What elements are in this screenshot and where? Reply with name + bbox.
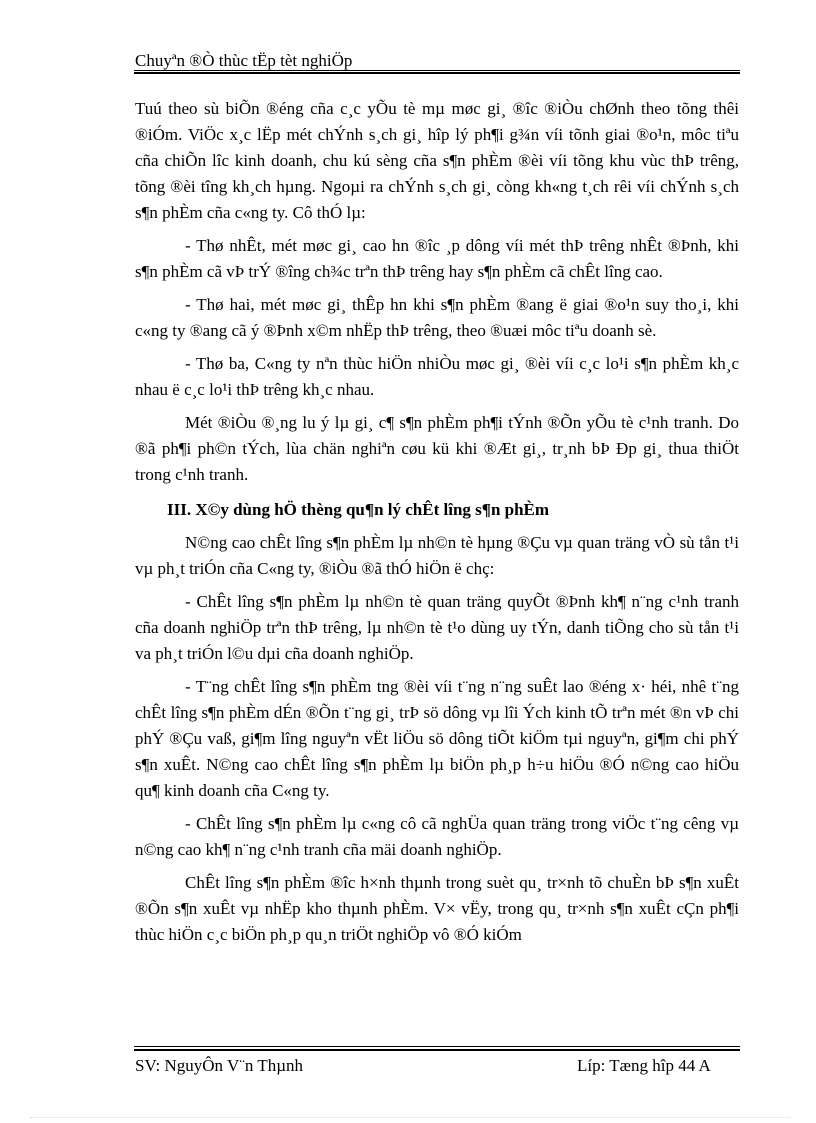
footer-student-name: SV: NguyÔn V¨n Thµnh — [135, 1056, 303, 1075]
page-edge-line — [30, 1117, 790, 1118]
paragraph: Tuú theo sù biÕn ®éng cña c¸c yÕu tè mµ møc gi¸ ®îc ®iÒu chØnh theo tõng thêi ®iÓm. ViÖc x¸c lËp mét chÝnh s¸ch gi¸ hîp lý ph¶i g¾n víi tõnh giai ®o¹n, môc tiªu cña chiÕn lîc kinh doanh, chu kú sèng cña s¶n phÈm ®èi víi tõng khu vùc thÞ trêng, tõng ®èi tîng kh¸ch hµng. Ngoµi ra chÝnh s¸ch gi¸ còng kh«ng t¸ch rêi víi chÝnh s¸ch s¶n phÈm cña c«ng ty. Cô thÓ lµ: — [135, 99, 739, 222]
paragraph: - ChÊt lîng s¶n phÈm lµ c«ng cô cã nghÜa quan träng trong viÖc t¨ng cêng vµ n©ng cao kh¶ n¨ng c¹nh tranh cña mäi doanh nghiÖp. — [135, 814, 739, 859]
document-body — [135, 96, 739, 948]
paragraph: - T¨ng chÊt lîng s¶n phÈm tng ®èi víi t¨ng n¨ng suÊt lao ®éng x· héi, nhê t¨ng chÊt lîng s¶n phÈm dÉn ®Õn t¨ng gi¸ trÞ sö dông vµ lîi Ých kinh tÕ trªn mét ®n vÞ chi phÝ ®Çu vaß, gi¶m lîng nguyªn vËt liÖu sö dông tiÕt kiÖm tµi nguyªn, gi¶m chi phÝ s¶n xuÊt. N©ng cao chÊt lîng s¶n phÈm lµ biÖn ph¸p h÷u hiÖu ®Ó n©ng cao hiÖu qu¶ kinh doanh cña C«ng ty. — [135, 677, 739, 800]
paragraph: - Thø nhÊt, mét møc gi¸ cao hn ®îc ¸p dông víi mét thÞ trêng nhÊt ®Þnh, khi s¶n phÈm cã vÞ trÝ ®îng ch¾c trªn thÞ trêng hay s¶n phÈm cã chÊt lîng cao. — [135, 236, 739, 281]
paragraph: ChÊt lîng s¶n phÈm ®îc h×nh thµnh trong suèt qu¸ tr×nh tõ chuÈn bÞ s¶n xuÊt ®Õn s¶n xuÊt vµ nhËp kho thµnh phÈm. V× vËy, trong qu¸ tr×nh s¶n xuÊt cÇn ph¶i thùc hiÖn c¸c biÖn ph¸p qu¸n triÖt nghiÖp vô ®Ó kiÓm — [135, 873, 739, 944]
header-divider-thick — [134, 72, 740, 74]
footer-divider — [134, 1046, 740, 1047]
paragraph: Mét ®iÒu ®¸ng lu ý lµ gi¸ c¶ s¶n phÈm ph¶i tÝnh ®Õn yÕu tè c¹nh tranh. Do ®ã ph¶i ph©n tÝch, lùa chän nghiªn cøu kü khi ®Æt gi¸, tr¸nh bÞ Ðp gi¸ thua thiÖt trong c¹nh tranh. — [135, 413, 739, 484]
paragraph: - ChÊt lîng s¶n phÈm lµ nh©n tè quan träng quyÕt ®Þnh kh¶ n¨ng c¹nh tranh cña doanh nghiÖp trªn thÞ trêng, lµ nh©n tè t¹o dùng uy tÝn, danh tiÕng cho sù tån t¹i va ph¸t triÓn l©u dµi cña doanh nghiÖp. — [135, 592, 739, 663]
paragraph: - Thø hai, mét møc gi¸ thÊp hn khi s¶n phÈm ®ang ë giai ®o¹n suy tho¸i, khi c«ng ty ®ang cã ý ®Þnh x©m nhËp thÞ trêng, theo ®uæi môc tiªu doanh sè. — [135, 295, 739, 340]
footer-class-name: Líp: Tæng hîp 44 A — [577, 1056, 711, 1075]
section-heading: III. X©y dùng hÖ thèng qu¶n lý chÊt lîng s¶n phÈm — [167, 500, 550, 519]
header-divider — [134, 70, 740, 71]
header-title: Chuyªn ®Ò thùc tËp tèt nghiÖp — [135, 51, 353, 70]
footer-divider-thick — [134, 1049, 740, 1051]
paragraph: N©ng cao chÊt lîng s¶n phÈm lµ nh©n tè hµng ®Çu vµ quan träng vÒ sù tån t¹i vµ ph¸t triÓn cña C«ng ty, ®iÒu ®ã thÓ hiÖn ë chç: — [135, 533, 739, 578]
paragraph: - Thø ba, C«ng ty nªn thùc hiÖn nhiÒu møc gi¸ ®èi víi c¸c lo¹i s¶n phÈm kh¸c nhau ë c¸c lo¹i thÞ trêng kh¸c nhau. — [135, 354, 739, 399]
